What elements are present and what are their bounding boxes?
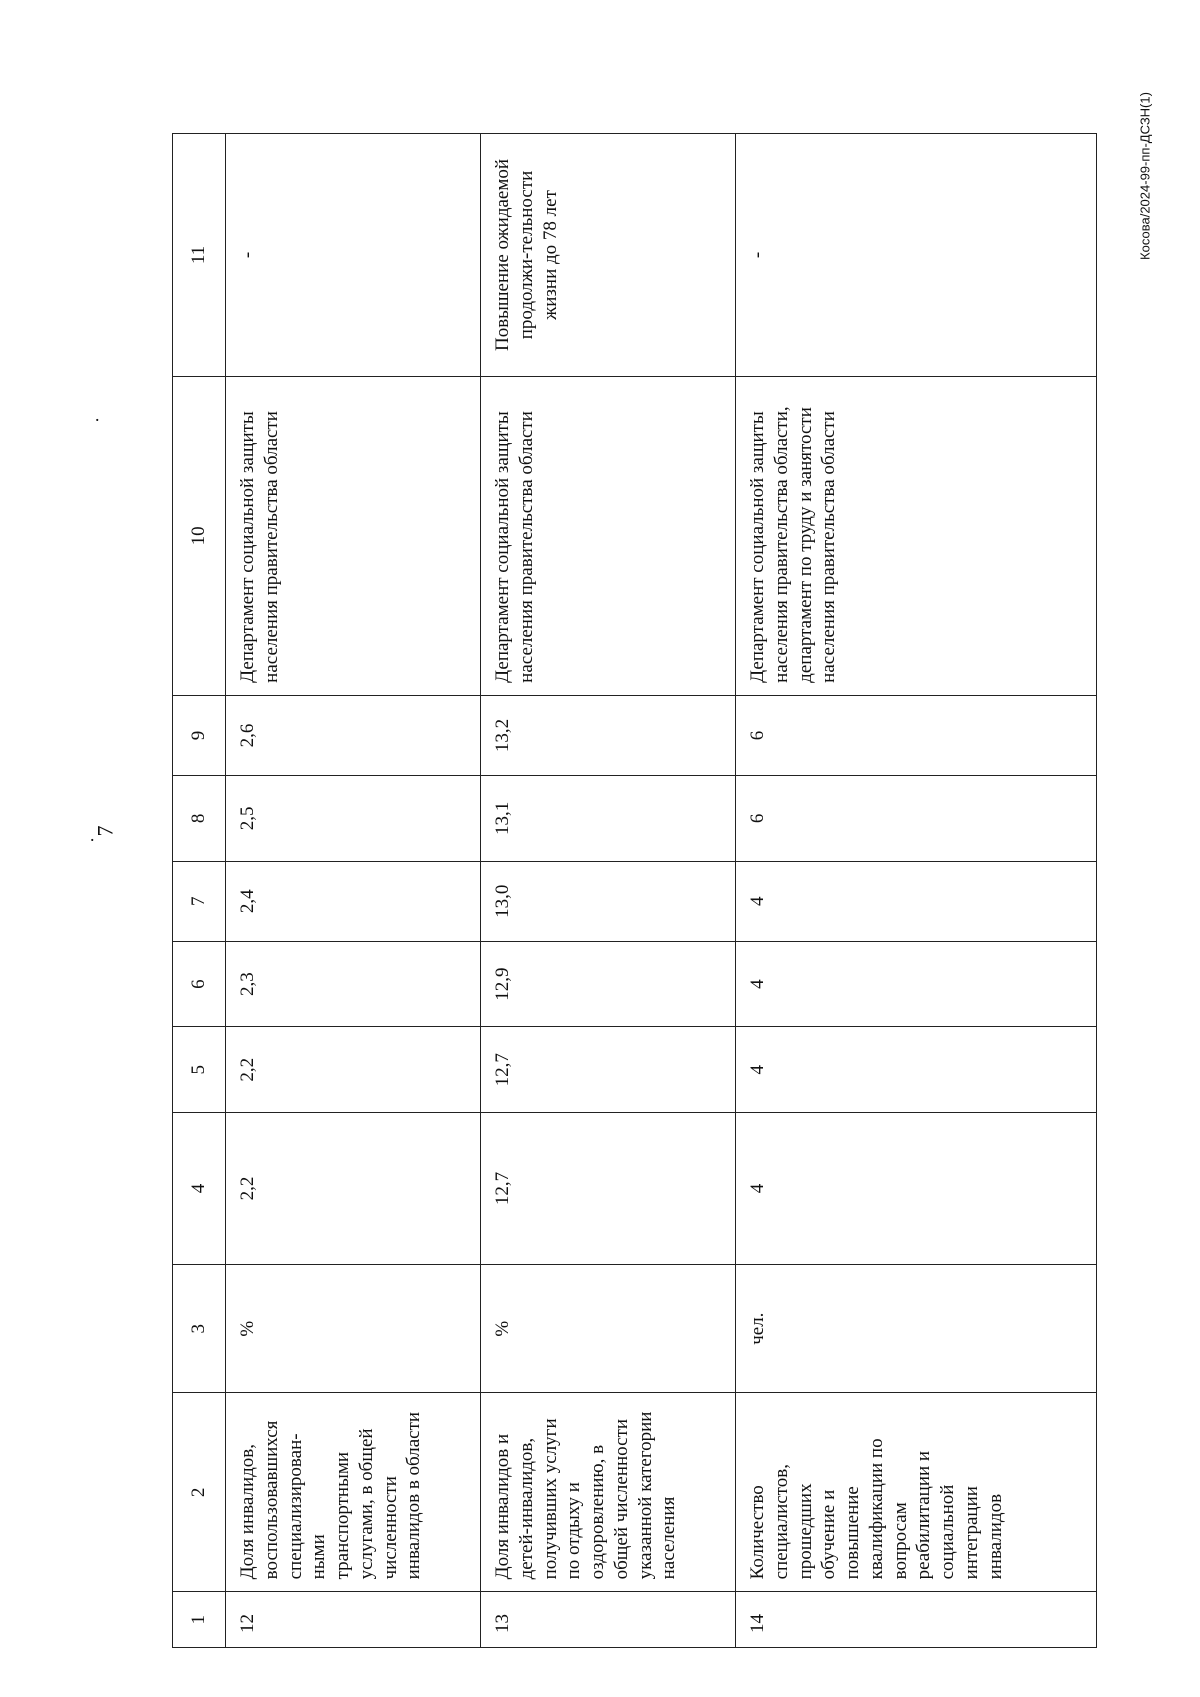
value-cell: 12,7 (481, 1113, 736, 1265)
header-cell: 5 (173, 1027, 226, 1113)
header-cell: 6 (173, 941, 226, 1027)
value-cell: 4 (736, 861, 1097, 941)
value-cell: 12,9 (481, 941, 736, 1027)
page-number: 7 (92, 825, 118, 837)
header-cell: 4 (173, 1113, 226, 1265)
value-cell: 4 (736, 1113, 1097, 1265)
result-cell: Повышение ожидаемой продолжи-тельности жизни до 78 лет (481, 134, 736, 377)
table-row (226, 134, 481, 1648)
header-cell: 11 (173, 134, 226, 377)
header-cell: 8 (173, 776, 226, 862)
value-cell: 2,5 (226, 776, 481, 862)
header-cell: 2 (173, 1393, 226, 1592)
row-number: 12 (226, 1592, 481, 1648)
unit-cell: % (481, 1264, 736, 1392)
value-cell: 13,0 (481, 861, 736, 941)
header-row (173, 134, 226, 1648)
indicators-table (172, 133, 1097, 1648)
table-row (481, 134, 736, 1648)
value-cell: 4 (736, 941, 1097, 1027)
indicator-name: Доля инвалидов, воспользовавшихся специализирован-ными транспортными услугами, в общей численности инвалидов в области (226, 1393, 481, 1592)
value-cell: 6 (736, 695, 1097, 775)
value-cell: 2,6 (226, 695, 481, 775)
value-cell: 2,4 (226, 861, 481, 941)
table-row (736, 134, 1097, 1648)
row-number: 14 (736, 1592, 1097, 1648)
value-cell: 2,2 (226, 1027, 481, 1113)
value-cell: 4 (736, 1027, 1097, 1113)
unit-cell: чел. (736, 1264, 1097, 1392)
header-cell: 3 (173, 1264, 226, 1392)
scan-dot: . (95, 405, 100, 425)
document-code-text: Косова/2024-99-пп-ДСЗН(1) (1137, 92, 1153, 260)
scan-dot: . (90, 825, 95, 845)
value-cell: 13,2 (481, 695, 736, 775)
header-cell: 10 (173, 376, 226, 695)
value-cell: 13,1 (481, 776, 736, 862)
value-cell: 6 (736, 776, 1097, 862)
result-cell: - (736, 134, 1097, 377)
header-cell: 9 (173, 695, 226, 775)
value-cell: 2,3 (226, 941, 481, 1027)
responsible-cell: Департамент социальной защиты населения правительства области, департамент по труду и занятости населения правительства области (736, 376, 1097, 695)
indicator-name: Доля инвалидов и детей-инвалидов, получивших услуги по отдыху и оздоровлению, в общей численности указанной категории населения (481, 1393, 736, 1592)
indicator-name: Количество специалистов, прошедших обучение и повышение квалификации по вопросам реабилитации и социальной интеграции инвалидов (736, 1393, 1097, 1592)
responsible-cell: Департамент социальной защиты населения правительства области (226, 376, 481, 695)
value-cell: 2,2 (226, 1113, 481, 1265)
header-cell: 7 (173, 861, 226, 941)
result-cell: - (226, 134, 481, 377)
header-cell: 1 (173, 1592, 226, 1648)
indicators-table-rotated (172, 133, 1097, 1648)
responsible-cell: Департамент социальной защиты населения правительства области (481, 376, 736, 695)
unit-cell: % (226, 1264, 481, 1392)
row-number: 13 (481, 1592, 736, 1648)
value-cell: 12,7 (481, 1027, 736, 1113)
